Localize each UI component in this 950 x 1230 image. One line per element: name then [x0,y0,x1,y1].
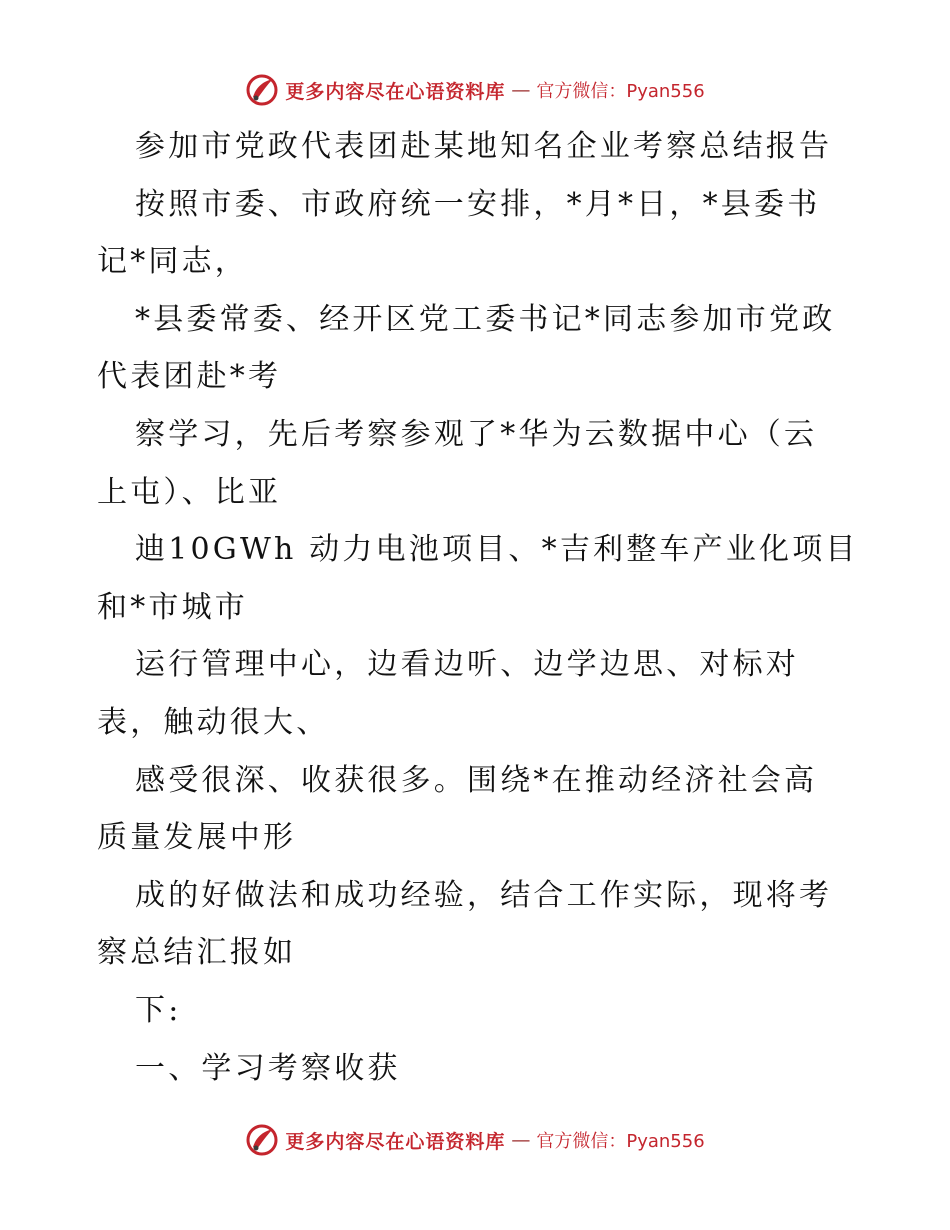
text-line: 感受很深、收获很多。围绕*在推动经济社会高 [135,762,818,798]
text-line: 记*同志， [97,244,248,280]
text-line: 察学习，先后考察参观了*华为云数据中心（云 [135,416,818,452]
banner-wechat-text: 官方微信：Pyan556 [536,1131,705,1152]
text-line: 运行管理中心，边看边听、边学边思、对标对 [135,647,799,683]
text-line: 和*市城市 [97,589,248,625]
document-title: 参加市党政代表团赴某地知名企业考察总结报告 [135,129,833,164]
text-line: 下: [135,992,182,1028]
banner-dash: — [511,79,531,101]
text-line: 质量发展中形 [97,820,297,856]
section-heading: 一、学习考察收获 [135,1050,401,1086]
text-line: *县委常委、经开区党工委书记*同志参加市党政 [135,301,836,337]
banner-wechat-text: 官方微信：Pyan556 [536,81,705,102]
banner-main-text: 更多内容尽在心语资料库 [285,1130,506,1153]
text-line: 成的好做法和成功经验，结合工作实际，现将考 [135,877,833,913]
brush-circle-logo-icon [245,1123,279,1157]
banner-main-text: 更多内容尽在心语资料库 [285,80,506,103]
document-body [97,118,857,1097]
text-line: 代表团赴*考 [97,359,282,395]
text-line: 察总结汇报如 [97,935,297,971]
header-banner [0,70,950,110]
text-line: 按照市委、市政府统一安排，*月*日，*县委书 [135,186,821,222]
brush-circle-logo-icon [245,73,279,107]
text-line: 迪10GWh 动力电池项目、*吉利整车产业化项目 [135,532,859,568]
footer-banner [0,1120,950,1160]
text-line: 上屯）、比亚 [97,474,282,510]
banner-dash: — [511,1129,531,1151]
text-line: 表，触动很大、 [97,704,330,740]
